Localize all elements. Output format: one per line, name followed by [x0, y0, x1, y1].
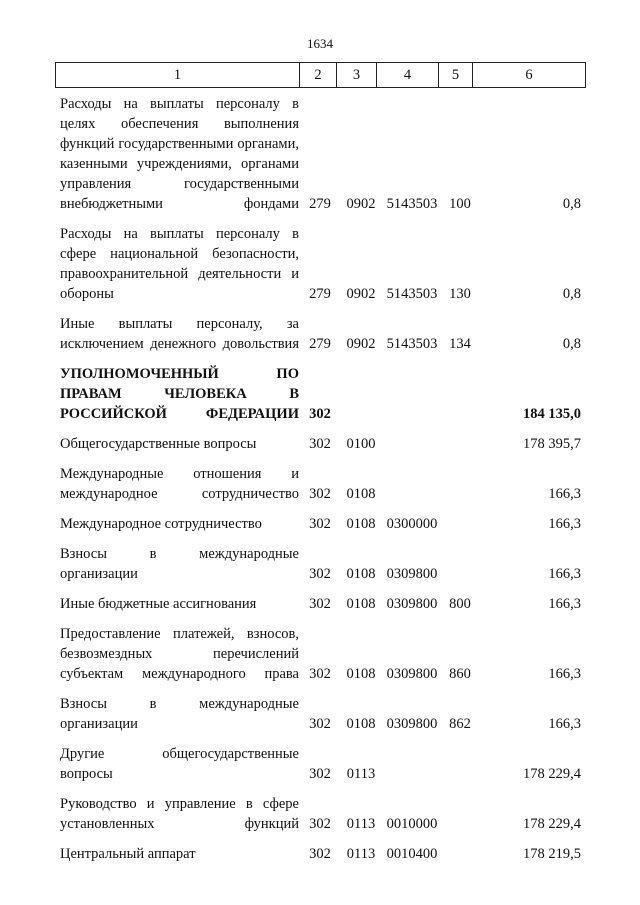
row-expense-type: 862: [449, 716, 471, 732]
row-section-code: 0108: [346, 716, 376, 732]
row-section-code: 0113: [346, 846, 376, 862]
row-admin-code: 302: [309, 516, 331, 532]
row-sum: 178 229,4: [523, 766, 581, 782]
row-sum: 0,8: [562, 336, 581, 352]
row-name: Взносы в международные организации: [60, 696, 299, 732]
table-row: [0, 744, 640, 784]
row-admin-code: 302: [309, 816, 331, 832]
table-row: [0, 514, 640, 534]
header-col-1: 1: [56, 63, 300, 88]
row-section-code: 0902: [346, 196, 376, 212]
row-section-code: 0100: [346, 436, 376, 452]
header-col-2: 2: [300, 63, 337, 88]
row-sum: 178 219,5: [523, 846, 581, 862]
page-number: 1634: [307, 36, 333, 51]
row-name: УПОЛНОМОЧЕННЫЙ ПО ПРАВАМ ЧЕЛОВЕКА В РОССИЙСКОЙ ФЕДЕРАЦИИ: [60, 366, 299, 422]
table-row: [0, 694, 640, 734]
table-row: [0, 844, 640, 864]
row-sum: 166,3: [548, 596, 581, 612]
row-section-code: 0108: [346, 566, 376, 582]
header-col-5: 5: [439, 63, 473, 88]
row-expense-type: 134: [449, 336, 471, 352]
row-admin-code: 302: [309, 436, 331, 452]
row-admin-code: 302: [309, 596, 331, 612]
row-expense-type: 130: [449, 286, 471, 302]
row-sum: 184 135,0: [523, 406, 581, 422]
row-name: Расходы на выплаты персоналу в целях обеспечения выполнения функций государственными органами, казенными учреждениями, органами управления государственными внебюджетными фондами: [60, 96, 299, 212]
row-sum: 178 229,4: [523, 816, 581, 832]
row-name: Общегосударственные вопросы: [60, 436, 257, 452]
row-expense-type: 100: [449, 196, 471, 212]
row-admin-code: 302: [309, 486, 331, 502]
row-target-code: 5143503: [386, 286, 438, 302]
header-col-6: 6: [473, 63, 586, 88]
table-body: [0, 94, 640, 874]
row-section-code: 0902: [346, 336, 376, 352]
row-admin-code: 279: [309, 286, 331, 302]
row-sum: 166,3: [548, 516, 581, 532]
table-row: [0, 314, 640, 354]
row-name: Руководство и управление в сфере установленных функций: [60, 796, 299, 832]
row-sum: 166,3: [548, 566, 581, 582]
row-sum: 166,3: [548, 486, 581, 502]
row-section-code: 0113: [346, 766, 376, 782]
table-row: [0, 364, 640, 424]
row-target-code: 5143503: [386, 196, 438, 212]
row-admin-code: 302: [309, 766, 331, 782]
row-target-code: 0309800: [386, 596, 438, 612]
row-admin-code: 302: [309, 566, 331, 582]
row-name: Иные бюджетные ассигнования: [60, 596, 257, 612]
table-row: [0, 544, 640, 584]
row-section-code: 0902: [346, 286, 376, 302]
row-target-code: 0309800: [386, 566, 438, 582]
table-row: [0, 594, 640, 614]
header-col-4: 4: [377, 63, 439, 88]
row-admin-code: 302: [309, 716, 331, 732]
row-expense-type: 800: [449, 596, 471, 612]
row-section-code: 0108: [346, 486, 376, 502]
row-name: Международное сотрудничество: [60, 516, 262, 532]
row-target-code: 0309800: [386, 716, 438, 732]
row-sum: 0,8: [562, 286, 581, 302]
row-name: Другие общегосударственные вопросы: [60, 746, 299, 782]
row-target-code: 0309800: [386, 666, 438, 682]
row-section-code: 0108: [346, 516, 376, 532]
table-row: [0, 434, 640, 454]
row-admin-code: 302: [309, 846, 331, 862]
row-expense-type: 860: [449, 666, 471, 682]
row-name: Центральный аппарат: [60, 846, 196, 862]
row-target-code: 0010400: [386, 846, 438, 862]
row-name: Взносы в международные организации: [60, 546, 299, 582]
row-name: Предоставление платежей, взносов, безвозмездных перечислений субъектам международного права: [60, 626, 299, 682]
row-admin-code: 279: [309, 336, 331, 352]
row-section-code: 0108: [346, 666, 376, 682]
row-name: Расходы на выплаты персоналу в сфере национальной безопасности, правоохранительной деятельности и обороны: [60, 226, 299, 302]
table-row: [0, 94, 640, 214]
row-admin-code: 279: [309, 196, 331, 212]
table-row: [0, 464, 640, 504]
row-name: Международные отношения и международное сотрудничество: [60, 466, 299, 502]
row-section-code: 0113: [346, 816, 376, 832]
row-sum: 166,3: [548, 666, 581, 682]
row-admin-code: 302: [309, 666, 331, 682]
row-target-code: 5143503: [386, 336, 438, 352]
row-sum: 178 395,7: [523, 436, 581, 452]
table-header: [55, 62, 586, 88]
row-name: Иные выплаты персоналу, за исключением денежного довольствия: [60, 316, 299, 352]
row-target-code: 0010000: [386, 816, 438, 832]
table-row: [0, 624, 640, 684]
row-sum: 166,3: [548, 716, 581, 732]
table-row: [0, 794, 640, 834]
header-col-3: 3: [337, 63, 377, 88]
row-section-code: 0108: [346, 596, 376, 612]
row-sum: 0,8: [562, 196, 581, 212]
row-target-code: 0300000: [386, 516, 438, 532]
row-admin-code: 302: [309, 406, 331, 422]
table-row: [0, 224, 640, 304]
